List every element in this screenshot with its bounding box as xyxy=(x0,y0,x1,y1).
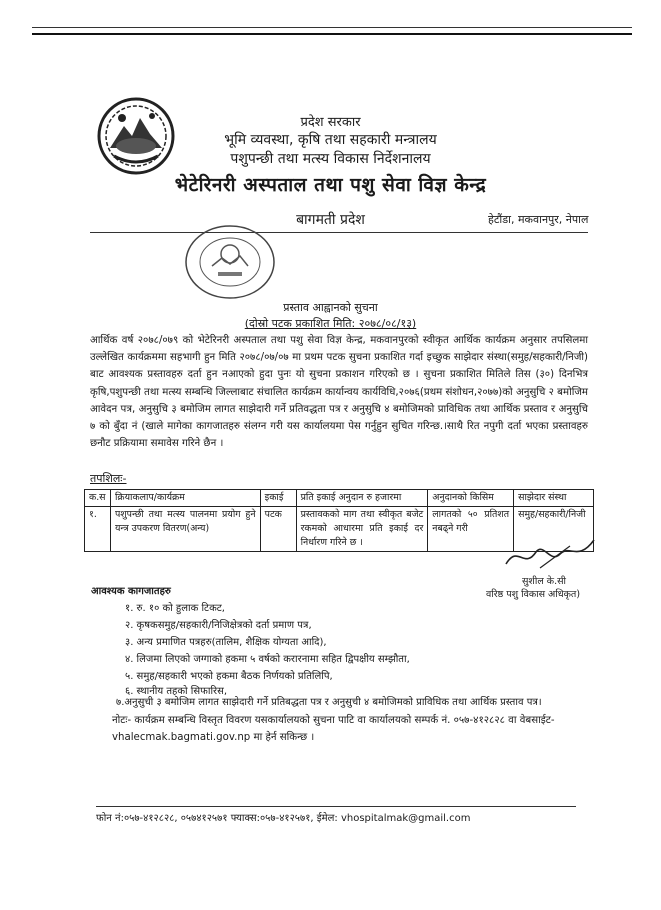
top-border-rule-2 xyxy=(32,33,632,35)
table-header: क.स xyxy=(85,490,111,507)
table-cell: पटक xyxy=(260,507,296,552)
table-header: साझेदार संस्था xyxy=(514,490,594,507)
office-address: हेटौंडा, मकवानपुर, नेपाल xyxy=(488,213,589,226)
document-item: ५. समुह/सहकारी भएको हकमा बैठक निर्णयको प्रतिलिपि, xyxy=(125,671,333,682)
document-item: ६. स्थानीय तहको सिफारिस, xyxy=(125,686,228,697)
notice-subtitle: (दोस्रो पटक प्रकाशित मिति: २०७८/०८/१३) xyxy=(244,317,417,330)
signatory-name: सुशील के.सी xyxy=(522,576,567,587)
office-seal xyxy=(182,222,278,302)
header-line-1: प्रदेश सरकार xyxy=(300,115,361,130)
documents-heading: आवश्यक कागजातहरु xyxy=(91,586,171,597)
table-header-row xyxy=(85,490,594,507)
table-header: इकाई xyxy=(260,490,296,507)
header-underline xyxy=(90,232,588,233)
header-line-3: पशुपन्छी तथा मत्स्य विकास निर्देशनालय xyxy=(230,151,431,167)
table-cell: १. xyxy=(85,507,111,552)
footer-rule xyxy=(96,806,576,807)
footer-contact: फोन नं:०५७-४१२८२८, ०५७४१२५७१ फ्याक्स:०५७-४१२५७१, ईमेल: vhospitalmak@gmail.com xyxy=(96,813,471,824)
notice-body: आर्थिक वर्ष २०७८/०७९ को भेटेरिनरी अस्पताल तथा पशु सेवा विज्ञ केन्द्र, मकवानपुरको स्वीकृत आर्थिक कार्यक्रम अनुसार तपसिलमा उल्लेखित कार्यक्रममा सहभागी हुन मिति २०७८/०७/०७ मा प्रथम पटक सुचना प्रकाशित गर्दा इच्छुक साझेदार संस्था(समुह/सहकारी/निजी) बाट आवश्यक प्रस्तावहरु दर्ता हुन नआएको हुदा पुनः यो सुचना प्रकाशन गरिएको छ । सुचना प्रकाशित मितिले तिस (३०) दिनभित्र कृषि,पशुपन्छी तथा मत्स्य सम्बन्धि जिल्लाबाट संचालित कार्यक्रम कार्यान्वय कार्यविधि,२०७६(प्रथम संशोधन,२०७७)को अनुसुचि २ बमोजिम आवेदन पत्र, अनुसुचि ३ बमोजिम लागत साझेदारी गर्ने प्रतिवद्धता पत्र र अनुसुचि ४ बमोजिमको प्राविधिक तथा आर्थिक प्रस्ताव र अनुसुचि ७ को बुँदा नं (खाले मागेका कागजातहरु संलग्न गरी यस कार्यालयमा पेस गर्नुहुन सुचित गरिन्छ.।साथै रित नपुगी दर्ता भएका प्रस्तावहरु छनौट प्रक्रियामा समावेस गरिने छैन । xyxy=(90,335,588,450)
office-name: भेटेरिनरी अस्पताल तथा पशु सेवा विज्ञ केन्द्र xyxy=(174,174,487,196)
table-cell: समुह/सहकारी/निजी xyxy=(514,507,594,552)
signature-mark xyxy=(500,534,600,576)
table-cell: प्रस्तावकको माग तथा स्वीकृत बजेट रकमको आधारमा प्रति इकाई दर निर्धारण गरिने छ । xyxy=(296,507,428,552)
top-border-rule xyxy=(32,27,632,28)
document-item: १. रु. १० को हुलाक टिकट, xyxy=(125,603,225,614)
table-header: अनुदानको किसिम xyxy=(428,490,514,507)
header-line-2: भूमि व्यवस्था, कृषि तथा सहकारी मन्त्रालय xyxy=(224,132,437,148)
table-header: प्रति इकाई अनुदान रु हजारमा xyxy=(296,490,428,507)
details-label: तपशिलः- xyxy=(90,472,127,485)
note-text: नोटः- कार्यक्रम सम्बन्धि विस्तृत विवरण यसकार्यालयको सुचना पाटि वा कार्यालयको सम्पर्क नं. ०५७-४१२८२८ वा वेबसाईट- vhalecmak.bagmati.gov.np मा हेर्न सकिन्छ । xyxy=(112,715,555,743)
document-item-last: ७.अनुसुची ३ बमोजिम लागत साझेदारी गर्ने प्रतिबद्धता पत्र र अनुसुची ४ बमोजिमको प्राविधिक तथा आर्थिक प्रस्ताव पत्र। xyxy=(116,697,542,708)
document-item: २. कृषकसमुह/सहकारी/निजिक्षेत्रको दर्ता प्रमाण पत्र, xyxy=(125,620,312,631)
notice-title: प्रस्ताव आह्वानको सुचना xyxy=(283,301,378,314)
table-header: क्रियाकलाप/कार्यक्रम xyxy=(110,490,260,507)
header-province: बागमती प्रदेश xyxy=(296,212,365,228)
document-item: ३. अन्य प्रमाणित पत्रहरु(तालिम, शैक्षिक योग्यता आदि), xyxy=(125,637,327,648)
document-item: ४. लिजमा लिएको जग्गाको हकमा ५ वर्षको करारनामा सहित द्विपक्षीय सम्झौता, xyxy=(125,654,410,665)
table-cell: लागतको ५० प्रतिशत नबढ्ने गरी xyxy=(428,507,514,552)
table-cell: पशुपन्छी तथा मत्स्य पालनमा प्रयोग हुने यन्त्र उपकरण वितरण(अन्य) xyxy=(110,507,260,552)
signatory-title: वरिष्ठ पशु विकास अधिकृत) xyxy=(486,589,581,600)
